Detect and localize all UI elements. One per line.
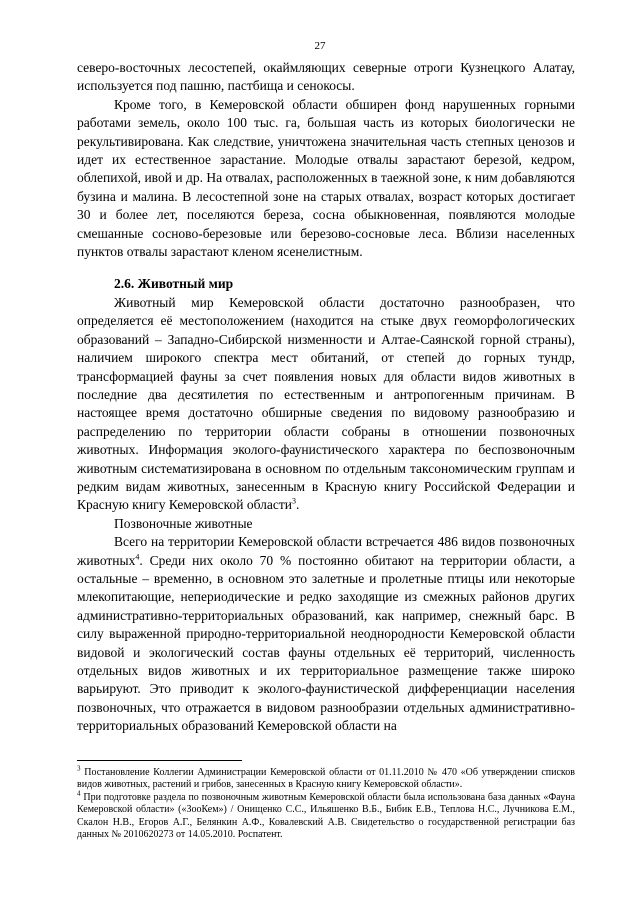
footnote-3-text: Постановление Коллегии Администрации Кемеровской области от 01.11.2010 № 470 «Об утверждении списков видов животных, растений и грибов, занесенных в Красную книгу Кемеровской области». — [77, 767, 576, 791]
paragraph-vertebrates — [77, 533, 575, 735]
paragraph-vertebrates-start: Всего на территории Кемеровской области встречается 486 видов позвоночных животных — [77, 534, 575, 568]
footnote-ref-3[interactable]: 3 — [292, 496, 296, 506]
subheading-vertebrates: Позвоночные животные — [114, 515, 253, 531]
paragraph-vertebrates-rest: . Среди них около 70 % постоянно обитают на территории области, а остальные – временно, в основном это залетные и пролетные птицы или некоторые млекопитающие, непериодические и редко заходящие из смежных районов других административно-территориальных образований, как например, снежный барс. В силу выраженной природно-территориальной неоднородности Кемеровской области видовой и экологический состав фауны отдельных её территорий, численность отдельных видов животных и их территориальное размещение также широко варьируют. Это приводит к эколого-фаунистической дифференциации населения позвоночных, что отражается в видовом разнообразии отдельных административно-территориальных образований Кемеровской области на — [77, 552, 575, 734]
footnote-mark-4: 4 — [77, 789, 81, 798]
paragraph-fauna-end: . — [296, 497, 300, 513]
footnote-mark-3: 3 — [77, 764, 81, 773]
footnote-divider — [77, 760, 242, 761]
section-title: 2.6. Животный мир — [114, 276, 234, 292]
footnote-3 — [77, 764, 576, 792]
paragraph-continuation: северо-восточных лесостепей, окаймляющих северные отроги Кузнецкого Алатау, используется под пашню, пастбища и сенокосы. — [77, 60, 575, 94]
footnote-4 — [77, 789, 576, 842]
paragraph-fauna-overview — [77, 294, 575, 515]
footnote-ref-4[interactable]: 4 — [135, 552, 140, 562]
footnotes — [77, 760, 575, 841]
page-number: 27 — [314, 40, 326, 52]
footnote-4-text: При подготовке раздела по позвоночным животным Кемеровской области была использована база данных «Фауна Кемеровской области» («ЗооКем») / Онищенко С.С., Ильяшенко В.Б., Бибик Е.В., Теплова Н.С., Лучникова Е.М., Скалон Н.В., Егоров А.Г., Белянкин А.Ф., Ковалевский А.В. Свидетельство о государственной регистрации баз данных № 2010620273 от 14.05.2010. Роспатент. — [77, 791, 576, 841]
paragraph-fauna-text: Животный мир Кемеровской области достаточно разнообразен, что определяется её местоположением (находится на стыке двух геоморфологических образований – Западно-Сибирской низменности и Алтае-Саянской горной страны), наличием широкого спектра мест обитаний, от степей до горных тундр, трансформацией фауны за счет появления новых для области видов животных в последние два десятилетия по естественным и антропогенным причинам. В настоящее время достаточно обширные сведения по видовому разнообразию и распределению по территории области собраны в отношении позвоночных животных. Информация эколого-фаунистического характера по беспозвоночным животным систематизирована в основном по отдельным таксономическим группам и редким видам животных, занесенным в Красную книгу Российской Федерации и Красную книгу Кемеровской области — [77, 294, 575, 513]
main-text — [77, 59, 575, 736]
paragraph-disturbed-lands: Кроме того, в Кемеровской области обширен фонд нарушенных горными работами земель, около 100 тыс. га, большая часть из которых биологически не рекультивирована. Как следствие, уничтожена значительная часть степных ценозов и идет их естественное зарастание. Молодые отвалы зарастают березой, кедром, облепихой, ивой и др. На отвалах, расположенных в таежной зоне, к ним добавляются бузина и малина. В лесостепной зоне на старых отвалах, возраст которых достигает 30 и более лет, поселяются береза, сосна обыкновенная, появляются молодые смешанные сосново-березовые или березово-сосновые леса. Вблизи населенных пунктов отвалы зарастают кленом ясенелистным. — [77, 96, 575, 260]
